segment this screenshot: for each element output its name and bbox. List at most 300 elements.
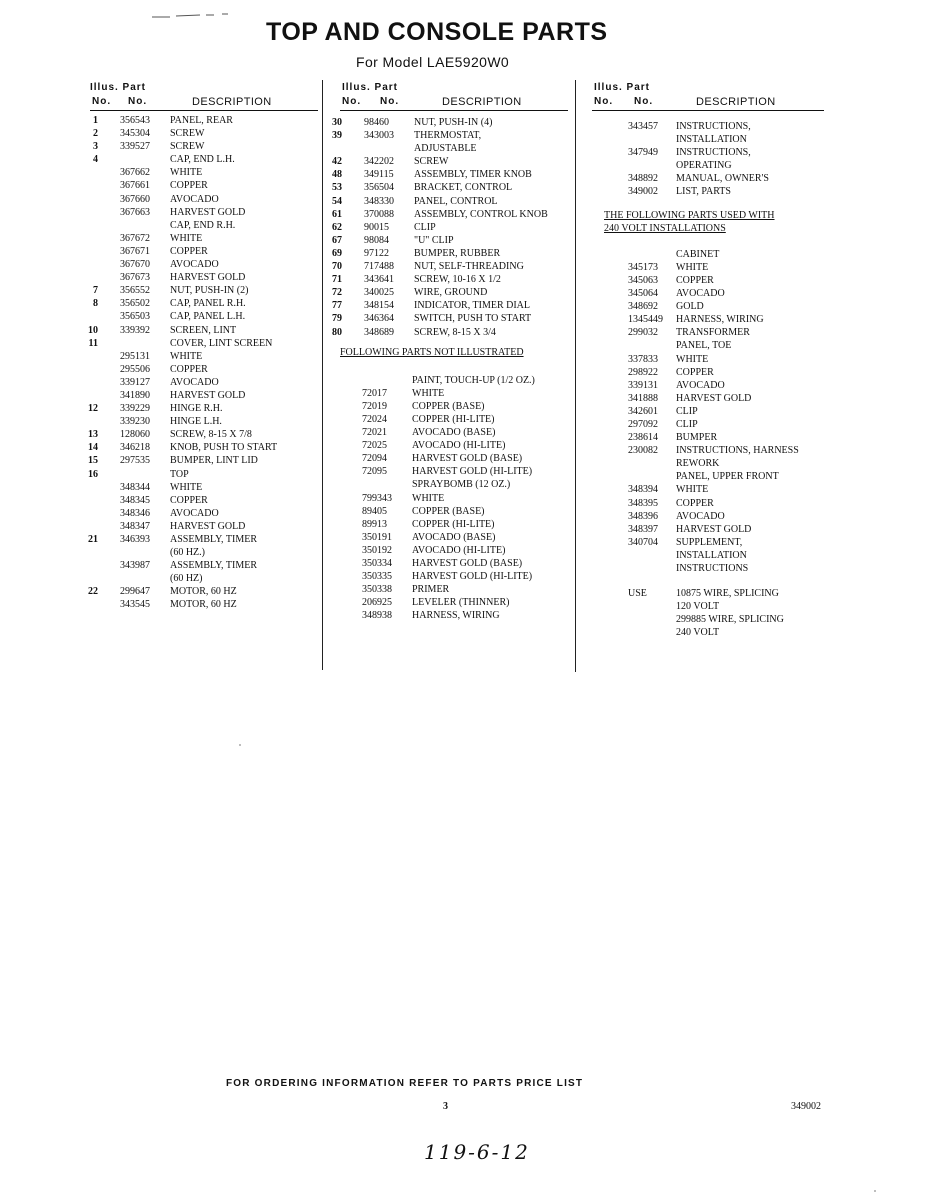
- part-description: COPPER: [676, 366, 714, 378]
- illus-number: 62: [332, 221, 342, 233]
- part-number: 348330: [364, 195, 394, 207]
- parts-row: [340, 478, 572, 491]
- part-number: 297535: [120, 455, 150, 467]
- header-part-no: No.: [128, 96, 148, 107]
- illus-number: 53: [332, 182, 342, 194]
- parts-row: [90, 376, 320, 389]
- part-description: INDICATOR, TIMER DIAL: [414, 300, 531, 312]
- part-number: 90015: [364, 221, 389, 233]
- part-description: SCREEN, LINT: [170, 324, 237, 336]
- parts-row: [90, 337, 320, 350]
- part-number: 345064: [628, 288, 658, 300]
- parts-row: [90, 481, 320, 494]
- part-number: 348154: [364, 300, 394, 312]
- handwritten-note: 119-6-12: [424, 1140, 530, 1164]
- part-number: 350338: [362, 584, 392, 596]
- part-number: 367662: [120, 167, 150, 179]
- parts-row: [90, 559, 320, 572]
- part-description: TRANSFORMER: [676, 327, 750, 339]
- part-number: 346218: [120, 442, 150, 454]
- parts-row: [592, 470, 828, 483]
- part-description: NUT, SELF-THREADING: [414, 261, 524, 273]
- part-description: AVOCADO: [170, 507, 219, 519]
- part-description: AVOCADO: [170, 193, 219, 205]
- part-number: 342202: [364, 156, 394, 168]
- parts-row: [332, 234, 572, 247]
- parts-row: [90, 454, 320, 467]
- header-description: DESCRIPTION: [442, 96, 522, 108]
- illus-number: 21: [88, 534, 98, 545]
- illus-number: 80: [332, 326, 342, 338]
- part-number: 341890: [120, 389, 150, 401]
- parts-row: [340, 596, 572, 609]
- parts-row: [592, 261, 828, 274]
- part-description: WHITE: [676, 353, 709, 365]
- part-number: 72094: [362, 453, 387, 465]
- part-description: SCREW, 8-15 X 3/4: [414, 326, 496, 338]
- part-number: 348892: [628, 173, 658, 185]
- illus-number: 15: [88, 455, 98, 467]
- part-number: 72019: [362, 400, 387, 412]
- parts-row: [592, 326, 828, 339]
- part-description: MANUAL, OWNER'S: [676, 173, 769, 185]
- part-number: 348692: [628, 301, 658, 313]
- parts-row: [90, 598, 320, 611]
- part-description: HARVEST GOLD: [170, 520, 246, 532]
- parts-row: [592, 339, 828, 352]
- parts-row: [90, 585, 320, 598]
- illus-number: 13: [88, 429, 98, 441]
- header-description: DESCRIPTION: [192, 96, 272, 108]
- parts-row: [90, 258, 320, 271]
- part-description: HARVEST GOLD: [676, 392, 752, 404]
- parts-row: [592, 497, 828, 510]
- header-part-no: No.: [634, 96, 654, 107]
- parts-row: [90, 546, 320, 559]
- parts-row: [332, 286, 572, 299]
- parts-row: [90, 494, 320, 507]
- part-number: 238614: [628, 432, 658, 444]
- parts-row: [592, 287, 828, 300]
- part-number: 348346: [120, 507, 150, 519]
- parts-row: [332, 195, 572, 208]
- part-number: 350334: [362, 558, 392, 569]
- section-heading-240v-line-2: 240 VOLT INSTALLATIONS: [604, 222, 726, 234]
- illus-number: 54: [332, 195, 342, 207]
- part-description: CLIP: [676, 418, 698, 430]
- part-number: 348938: [362, 610, 392, 622]
- column-header: [90, 82, 320, 112]
- part-description: SCREW, 10-16 X 1/2: [414, 274, 501, 286]
- part-number: 89913: [362, 518, 387, 530]
- illus-number: 11: [88, 337, 98, 349]
- illus-number: 12: [88, 403, 98, 415]
- parts-row: [90, 441, 320, 454]
- part-number: 343545: [120, 599, 150, 611]
- part-number: 89405: [362, 505, 387, 517]
- illus-number: 8: [93, 298, 98, 310]
- part-description: AVOCADO: [676, 379, 725, 391]
- part-description: CABINET: [676, 248, 720, 260]
- parts-row: [90, 402, 320, 415]
- parts-row: [90, 415, 320, 428]
- part-description: KNOB, PUSH TO START: [170, 442, 278, 454]
- part-number: 367670: [120, 259, 150, 271]
- parts-row: [592, 313, 828, 326]
- part-number: 342601: [628, 405, 658, 417]
- part-number: 349115: [364, 169, 394, 181]
- part-description: (60 HZ.): [170, 547, 205, 559]
- part-number: 343987: [120, 560, 150, 572]
- parts-row: [592, 133, 828, 146]
- parts-row: [592, 418, 828, 431]
- part-number: 337833: [628, 353, 658, 365]
- part-number: 348396: [628, 510, 658, 522]
- part-description: ASSEMBLY, TIMER KNOB: [414, 169, 532, 181]
- part-description: COPPER (HI-LITE): [412, 518, 495, 530]
- illus-number: 72: [332, 287, 342, 299]
- parts-row: [592, 274, 828, 287]
- parts-row: [340, 583, 572, 596]
- parts-row: [332, 155, 572, 168]
- parts-row: [90, 520, 320, 533]
- part-description: INSTRUCTIONS: [676, 563, 749, 574]
- part-number: 72095: [362, 466, 387, 478]
- parts-row: [340, 531, 572, 544]
- part-description: MOTOR, 60 HZ: [170, 599, 237, 611]
- part-description: THERMOSTAT,: [414, 130, 482, 142]
- parts-row: [332, 312, 572, 325]
- parts-row: [332, 273, 572, 286]
- part-description: HINGE L.H.: [170, 416, 222, 428]
- part-description: AVOCADO: [676, 510, 725, 522]
- part-description: WHITE: [412, 387, 445, 399]
- part-number: 343003: [364, 130, 394, 142]
- parts-row: [592, 549, 828, 562]
- part-description: COPPER: [676, 274, 714, 286]
- illus-number: 1: [93, 115, 98, 126]
- parts-row: [592, 248, 828, 261]
- part-description: COPPER: [170, 363, 208, 375]
- part-number: 346393: [120, 534, 150, 545]
- parts-row: [340, 439, 572, 452]
- part-description: SCREW, 8-15 X 7/8: [170, 429, 252, 441]
- parts-row: [592, 587, 828, 600]
- part-description: PANEL, CONTROL: [414, 195, 498, 207]
- part-description: 120 VOLT: [676, 601, 720, 613]
- part-description: (60 HZ): [170, 573, 203, 585]
- part-description: HARVEST GOLD (BASE): [412, 558, 523, 569]
- section-heading-240v-line-1: THE FOLLOWING PARTS USED WITH: [604, 209, 775, 221]
- part-description: "U" CLIP: [414, 234, 454, 246]
- part-description: ASSEMBLY, CONTROL KNOB: [414, 208, 548, 220]
- part-number: 98460: [364, 117, 389, 128]
- part-description: INSTALLATION: [676, 549, 747, 561]
- part-description: WIRE, GROUND: [414, 287, 488, 299]
- header-illus-part: Illus. Part: [90, 82, 147, 93]
- part-number: 370088: [364, 208, 394, 220]
- parts-row: [340, 465, 572, 478]
- parts-row: [592, 523, 828, 536]
- parts-row: [332, 208, 572, 221]
- parts-row: [592, 405, 828, 418]
- part-description: AVOCADO: [170, 376, 219, 388]
- part-description: CAP, END R.H.: [170, 219, 236, 231]
- part-number: USE: [628, 588, 647, 600]
- part-number: 367673: [120, 272, 150, 284]
- parts-column-2: [332, 82, 572, 622]
- parts-row: [90, 193, 320, 206]
- parts-row: [340, 142, 572, 155]
- part-description: CLIP: [414, 221, 436, 233]
- part-description: TOP: [170, 468, 189, 480]
- parts-column-3: [592, 82, 828, 639]
- part-number: 299647: [120, 586, 150, 598]
- part-number: 295131: [120, 350, 150, 362]
- part-description: PRIMER: [412, 584, 450, 596]
- part-number: 345173: [628, 261, 658, 273]
- column-header: [340, 82, 572, 112]
- part-number: 348394: [628, 484, 658, 496]
- parts-row: [332, 247, 572, 260]
- illus-number: 3: [93, 141, 98, 153]
- part-description: NUT, PUSH-IN (4): [414, 117, 493, 128]
- part-number: 339131: [628, 379, 658, 391]
- part-description: HARVEST GOLD (HI-LITE): [412, 466, 533, 478]
- part-description: SWITCH, PUSH TO START: [414, 313, 532, 325]
- part-number: 206925: [362, 597, 392, 609]
- parts-row: [340, 505, 572, 518]
- part-number: 98084: [364, 234, 389, 246]
- parts-row: [90, 428, 320, 441]
- parts-row: [340, 400, 572, 413]
- part-number: 356502: [120, 298, 150, 310]
- part-description: INSTRUCTIONS,: [676, 147, 751, 159]
- part-description: SCREW: [414, 156, 449, 168]
- part-number: 1345449: [628, 314, 663, 326]
- part-number: 339230: [120, 416, 150, 428]
- part-description: HARNESS, WIRING: [676, 314, 764, 326]
- parts-row: [332, 299, 572, 312]
- parts-row: [592, 510, 828, 523]
- parts-row: [592, 536, 828, 549]
- parts-row: [340, 609, 572, 622]
- scan-speck: [239, 744, 241, 746]
- part-description: AVOCADO (HI-LITE): [412, 544, 506, 556]
- header-illus-no: No.: [342, 96, 362, 107]
- part-number: 356503: [120, 311, 150, 323]
- parts-row: [340, 492, 572, 505]
- illus-number: 61: [332, 208, 342, 220]
- parts-row: [340, 557, 572, 570]
- part-description: HARVEST GOLD (BASE): [412, 453, 523, 465]
- illus-number: 30: [332, 117, 342, 128]
- illus-number: 77: [332, 300, 342, 312]
- part-number: 72024: [362, 413, 387, 425]
- part-description: AVOCADO (BASE): [412, 531, 496, 543]
- part-number: 348347: [120, 520, 150, 532]
- parts-row: [340, 374, 572, 387]
- parts-row: [90, 245, 320, 258]
- part-description: LEVELER (THINNER): [412, 597, 510, 609]
- part-description: HARVEST GOLD: [676, 523, 752, 535]
- part-number: 356543: [120, 115, 150, 126]
- header-rule: [340, 110, 568, 111]
- part-number: 295506: [120, 363, 150, 375]
- parts-row: [592, 185, 828, 198]
- parts-row: [340, 544, 572, 557]
- parts-row: [90, 572, 320, 585]
- part-description: WHITE: [676, 484, 709, 496]
- illus-number: 14: [88, 442, 98, 454]
- part-number: 348395: [628, 497, 658, 509]
- part-number: 348397: [628, 523, 658, 535]
- part-description: SCREW: [170, 128, 205, 140]
- part-number: 367671: [120, 245, 150, 257]
- parts-row: [592, 300, 828, 313]
- column-divider-right: [575, 80, 576, 672]
- parts-row: [90, 284, 320, 297]
- parts-row: [340, 452, 572, 465]
- parts-row: [90, 127, 320, 140]
- part-description: WHITE: [170, 167, 203, 179]
- part-description: COVER, LINT SCREEN: [170, 337, 273, 349]
- illus-number: 79: [332, 313, 342, 325]
- part-description: BUMPER: [676, 432, 718, 444]
- parts-row: [332, 326, 572, 339]
- part-description: INSTRUCTIONS, HARNESS: [676, 445, 799, 457]
- parts-row: [340, 518, 572, 531]
- parts-row: [340, 413, 572, 426]
- parts-row: [90, 206, 320, 219]
- part-number: 345304: [120, 128, 150, 140]
- part-description: HARVEST GOLD (HI-LITE): [412, 571, 533, 583]
- page-number: 3: [443, 1101, 448, 1112]
- parts-row: [90, 297, 320, 310]
- parts-row: [340, 570, 572, 583]
- parts-row: [90, 310, 320, 323]
- header-illus-no: No.: [594, 96, 614, 107]
- parts-row: [90, 166, 320, 179]
- parts-row: [90, 533, 320, 546]
- part-number: 230082: [628, 445, 658, 457]
- parts-row: [340, 426, 572, 439]
- part-number: 348345: [120, 494, 150, 506]
- part-number: 339127: [120, 376, 150, 388]
- part-description: HINGE R.H.: [170, 403, 223, 415]
- parts-row: [592, 366, 828, 379]
- parts-row: [592, 444, 828, 457]
- part-description: WHITE: [170, 350, 203, 362]
- part-description: CAP, PANEL L.H.: [170, 311, 246, 323]
- parts-row: [332, 116, 572, 129]
- parts-list-not-illustrated: [340, 374, 572, 623]
- illus-number: 16: [88, 468, 98, 480]
- part-description: WHITE: [170, 481, 203, 493]
- part-number: 367661: [120, 180, 150, 192]
- parts-row: [90, 507, 320, 520]
- part-number: 339392: [120, 324, 150, 336]
- part-number: 343641: [364, 274, 394, 286]
- illus-number: 4: [93, 154, 98, 166]
- parts-row: [332, 221, 572, 234]
- part-number: 350335: [362, 571, 392, 583]
- part-description: SPRAYBOMB (12 OZ.): [412, 479, 511, 491]
- part-description: 240 VOLT: [676, 627, 720, 639]
- part-description: PAINT, TOUCH-UP (1/2 OZ.): [412, 374, 535, 386]
- parts-row: [90, 153, 320, 166]
- part-description: INSTRUCTIONS,: [676, 121, 751, 132]
- parts-row: [90, 140, 320, 153]
- parts-row: [90, 232, 320, 245]
- part-description: OPERATING: [676, 160, 732, 172]
- part-description: NUT, PUSH-IN (2): [170, 285, 249, 297]
- part-description: ASSEMBLY, TIMER: [170, 560, 257, 572]
- parts-row: [90, 219, 320, 232]
- part-description: SCREW: [170, 141, 205, 153]
- part-description: PANEL, TOE: [676, 340, 732, 352]
- part-number: 348689: [364, 326, 394, 338]
- part-description: GOLD: [676, 301, 704, 313]
- part-description: ASSEMBLY, TIMER: [170, 534, 257, 545]
- part-description: AVOCADO (BASE): [412, 427, 496, 439]
- parts-row: [592, 562, 828, 575]
- ordering-footer: FOR ORDERING INFORMATION REFER TO PARTS PRICE LIST: [226, 1078, 584, 1089]
- header-illus-part: Illus. Part: [342, 82, 399, 93]
- parts-row: [592, 626, 828, 639]
- parts-row: [592, 431, 828, 444]
- part-description: SUPPLEMENT,: [676, 536, 743, 548]
- header-rule: [592, 110, 824, 111]
- part-description: COPPER (HI-LITE): [412, 413, 495, 425]
- part-description: HARVEST GOLD: [170, 206, 246, 218]
- illus-number: 42: [332, 156, 342, 168]
- part-description: WHITE: [412, 492, 445, 504]
- header-rule: [90, 110, 318, 111]
- page-title: TOP AND CONSOLE PARTS: [266, 18, 608, 46]
- parts-row: [332, 181, 572, 194]
- part-number: 346364: [364, 313, 394, 325]
- part-description: 299885 WIRE, SPLICING: [676, 614, 784, 626]
- header-part-no: No.: [380, 96, 400, 107]
- parts-list-splicing: [592, 587, 828, 639]
- parts-row: [592, 392, 828, 405]
- part-description: COPPER (BASE): [412, 400, 485, 412]
- part-number: 298922: [628, 366, 658, 378]
- parts-row: [592, 146, 828, 159]
- part-description: COPPER: [170, 245, 208, 257]
- illus-number: 70: [332, 261, 342, 273]
- illus-number: 7: [93, 285, 98, 297]
- part-description: HARVEST GOLD: [170, 272, 246, 284]
- header-illus-no: No.: [92, 96, 112, 107]
- parts-row: [90, 114, 320, 127]
- part-description: HARNESS, WIRING: [412, 610, 500, 622]
- document-code: 349002: [791, 1101, 821, 1112]
- header-description: DESCRIPTION: [696, 96, 776, 108]
- part-number: 340704: [628, 536, 658, 548]
- column-divider-left: [322, 80, 323, 670]
- part-number: 297092: [628, 418, 658, 430]
- part-description: INSTALLATION: [676, 134, 747, 146]
- parts-row: [592, 379, 828, 392]
- parts-column-1: [90, 82, 320, 612]
- part-number: 345063: [628, 274, 658, 286]
- illus-number: 22: [88, 586, 98, 598]
- illus-number: 69: [332, 247, 342, 259]
- part-description: COPPER: [676, 497, 714, 509]
- part-number: 347949: [628, 147, 658, 159]
